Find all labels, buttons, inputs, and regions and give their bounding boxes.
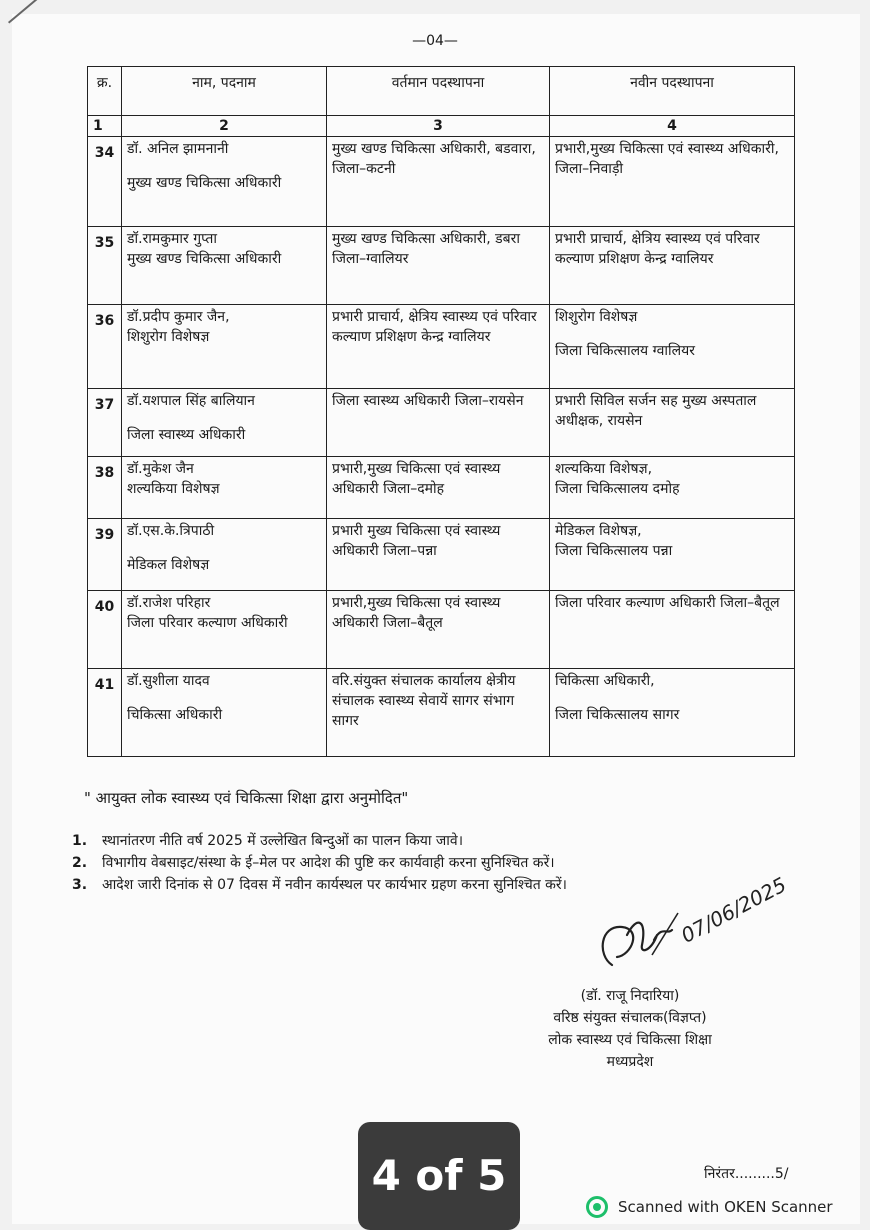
row-name-cell [122,137,327,227]
page-number: —04— [412,33,458,49]
current-posting: प्रभारी,मुख्य चिकित्सा एवं स्वास्थ्य अधिकारी जिला–दमोह [327,457,550,519]
row-serial: 36 [88,305,122,389]
employee-designation: मेडिकल विशेषज्ञ [127,557,210,573]
table-row [88,389,795,457]
row-name-cell [122,227,327,305]
new-posting: शिशुरोग विशेषज्ञ [555,309,638,325]
new-posting-location: जिला चिकित्सालय ग्वालियर [555,343,695,359]
table-row [88,227,795,305]
new-posting: चिकित्सा अधिकारी, [555,673,655,689]
new-posting-location: जिला चिकित्सालय दमोह [555,481,680,497]
employee-designation: चिकित्सा अधिकारी [127,707,223,723]
index-2: 2 [122,116,327,137]
new-posting-cell [550,457,795,519]
scanner-text: Scanned with OKEN Scanner [618,1198,833,1216]
new-posting-cell [550,519,795,591]
index-3: 3 [327,116,550,137]
table-row [88,305,795,389]
employee-name: डॉ.मुकेश जैन [127,461,194,477]
item-number: 2. [72,855,88,871]
employee-designation: जिला परिवार कल्याण अधिकारी [127,615,288,631]
table-row [88,457,795,519]
item-number: 3. [72,877,88,893]
header-new-posting: नवीन पदस्थापना [550,67,795,116]
table-row [88,137,795,227]
current-posting: जिला स्वास्थ्य अधिकारी जिला–रायसेन [327,389,550,457]
header-current-posting: वर्तमान पदस्थापना [327,67,550,116]
new-posting-location: जिला चिकित्सालय पन्ना [555,543,673,559]
item-text: स्थानांतरण नीति वर्ष 2025 में उल्लेखित बिन्दुओं का पालन किया जावे। [102,833,464,849]
signatory-name: (डॉ. राजू निदारिया) [580,988,680,1004]
row-serial: 39 [88,519,122,591]
employee-designation: शिशुरोग विशेषज्ञ [127,329,210,345]
row-name-cell [122,305,327,389]
index-4: 4 [550,116,795,137]
list-item [72,852,567,874]
row-name-cell [122,389,327,457]
new-posting-location: जिला चिकित्सालय सागर [555,707,680,723]
new-posting: प्रभारी प्राचार्य, क्षेत्रिय स्वास्थ्य एवं परिवार कल्याण प्रशिक्षण केन्द्र ग्वालियर [550,227,795,305]
new-posting: शल्यकिया विशेषज्ञ, [555,461,653,477]
signatory-department: लोक स्वास्थ्य एवं चिकित्सा शिक्षा [548,1032,712,1048]
employee-name: डॉ.प्रदीप कुमार जैन, [127,309,230,325]
continued-note: निरंतर.........5/ [704,1166,789,1182]
current-posting: मुख्य खण्ड चिकित्सा अधिकारी, बडवारा, जिला–कटनी [327,137,550,227]
employee-name: डॉ.एस.के.त्रिपाठी [127,523,215,539]
row-serial: 35 [88,227,122,305]
scanner-watermark [586,1196,833,1218]
employee-designation: जिला स्वास्थ्य अधिकारी [127,427,246,443]
current-posting: प्रभारी प्राचार्य, क्षेत्रिय स्वास्थ्य एवं परिवार कल्याण प्रशिक्षण केन्द्र ग्वालियर [327,305,550,389]
row-name-cell [122,457,327,519]
row-serial: 41 [88,669,122,757]
item-number: 1. [72,833,88,849]
signatory-block [480,985,780,1073]
employee-designation: मुख्य खण्ड चिकित्सा अधिकारी [127,251,282,267]
employee-name: डॉ.राजेश परिहार [127,595,211,611]
signatory-state: मध्यप्रदेश [606,1054,654,1070]
new-posting: मेडिकल विशेषज्ञ, [555,523,642,539]
new-posting: जिला परिवार कल्याण अधिकारी जिला–बैतूल [550,591,795,669]
employee-name: डॉ. अनिल झामनानी [127,141,229,157]
page-indicator-badge: 4 of 5 [358,1122,520,1230]
row-serial: 34 [88,137,122,227]
table-row [88,669,795,757]
table-row [88,519,795,591]
employee-name: डॉ.यशपाल सिंह बालियान [127,393,255,409]
row-name-cell [122,669,327,757]
current-posting: वरि.संयुक्त संचालक कार्यालय क्षेत्रीय संचालक स्वास्थ्य सेवायें सागर संभाग सागर [327,669,550,757]
list-item [72,830,567,852]
row-name-cell [122,591,327,669]
header-name: नाम, पदनाम [122,67,327,116]
employee-designation: मुख्य खण्ड चिकित्सा अधिकारी [127,175,282,191]
employee-designation: शल्यकिया विशेषज्ञ [127,481,220,497]
column-index-row [88,116,795,137]
approval-note: " आयुक्त लोक स्वास्थ्य एवं चिकित्सा शिक्षा द्वारा अनुमोदित" [84,789,409,807]
current-posting: प्रभारी,मुख्य चिकित्सा एवं स्वास्थ्य अधिकारी जिला–बैतूल [327,591,550,669]
new-posting: प्रभारी,मुख्य चिकित्सा एवं स्वास्थ्य अधिकारी, जिला–निवाड़ी [550,137,795,227]
new-posting-cell [550,669,795,757]
transfer-table [87,66,795,757]
current-posting: मुख्य खण्ड चिकित्सा अधिकारी, डबरा जिला–ग्वालियर [327,227,550,305]
row-serial: 40 [88,591,122,669]
row-serial: 37 [88,389,122,457]
current-posting: प्रभारी मुख्य चिकित्सा एवं स्वास्थ्य अधिकारी जिला–पन्ना [327,519,550,591]
header-serial: क्र. [88,67,122,116]
signatory-designation: वरिष्ठ संयुक्त संचालक(विज्ञप्त) [553,1010,707,1026]
instruction-list [72,830,567,896]
new-posting-cell [550,305,795,389]
table-row [88,591,795,669]
employee-name: डॉ.सुशीला यादव [127,673,210,689]
employee-name: डॉ.रामकुमार गुप्ता [127,231,218,247]
index-1: 1 [88,116,122,137]
list-item [72,874,567,896]
row-name-cell [122,519,327,591]
row-serial: 38 [88,457,122,519]
handwritten-signature [592,895,682,975]
table-header-row [88,67,795,116]
item-text: विभागीय वेबसाइट/संस्था के ई–मेल पर आदेश की पुष्टि कर कार्यवाही करना सुनिश्चित करें। [102,855,555,871]
new-posting: प्रभारी सिविल सर्जन सह मुख्य अस्पताल अधीक्षक, रायसेन [550,389,795,457]
item-text: आदेश जारी दिनांक से 07 दिवस में नवीन कार्यस्थल पर कार्यभार ग्रहण करना सुनिश्चित करें। [102,877,567,893]
signature-date: 07/06/2025 [677,872,791,948]
oken-logo-icon [586,1196,608,1218]
